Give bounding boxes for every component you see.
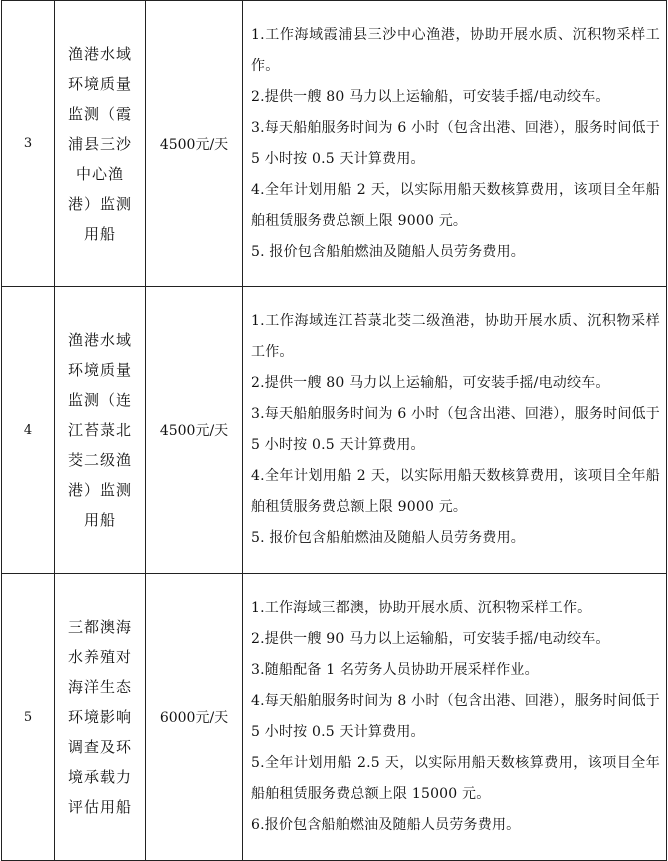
- requirement-line: 6.报价包含船舶燃油及随船人员劳务费用。: [251, 817, 521, 833]
- unit-price: 4500元/天: [146, 287, 243, 574]
- requirement-line: 2.提供一艘 80 马力以上运输船，可安装手摇/电动绞车。: [251, 375, 610, 391]
- requirements-cell: [243, 287, 667, 574]
- requirement-line: 3.每天船舶服务时间为 6 小时（包含出港、回港），服务时间低于 5 小时按 0.5 天计算费用。: [251, 119, 660, 167]
- requirement-line: 2.提供一艘 80 马力以上运输船，可安装手摇/电动绞车。: [251, 88, 610, 105]
- requirement-line: 5.全年计划用船 2.5 天，以实际用船天数核算费用，该项目全年船舶租赁服务费总额上限 15000 元。: [251, 755, 660, 802]
- requirement-line: 1.工作海域霞浦县三沙中心渔港，协助开展水质、沉积物采样工作。: [251, 26, 660, 74]
- requirement-line: 4.每天船舶服务时间为 8 小时（包含出港、回港），服务时间低于 5 小时按 0.5 天计算费用。: [251, 693, 660, 740]
- requirement-line: 1.工作海域连江苔菉北茭二级渔港，协助开展水质、沉积物采样工作。: [251, 313, 660, 360]
- requirement-line: 4.全年计划用船 2 天，以实际用船天数核算费用，该项目全年船舶租赁服务费总额上限 9000 元。: [251, 468, 660, 515]
- row-number: 5: [2, 574, 55, 861]
- table-row: [2, 574, 667, 861]
- requirement-line: 3.随船配备 1 名劳务人员协助开展采样作业。: [251, 662, 539, 678]
- requirement-line: 1.工作海域三都澳，协助开展水质、沉积物采样工作。: [251, 600, 592, 616]
- requirement-line: 2.提供一艘 90 马力以上运输船，可安装手摇/电动绞车。: [251, 631, 610, 647]
- unit-price: 6000元/天: [146, 574, 243, 861]
- requirement-line: 4.全年计划用船 2 天，以实际用船天数核算费用，该项目全年船舶租赁服务费总额上限 9000 元。: [251, 181, 660, 229]
- row-number: 4: [2, 287, 55, 574]
- item-name: 三都澳海水养殖对海洋生态环境影响调查及环境承载力评估用船: [68, 618, 133, 816]
- item-name-cell: [55, 574, 146, 861]
- table-row: [2, 287, 667, 574]
- boat-rental-table: [1, 0, 667, 861]
- requirements-cell: [243, 574, 667, 861]
- requirement-line: 5. 报价包含船舶燃油及随船人员劳务费用。: [251, 530, 526, 546]
- item-name-cell: [55, 287, 146, 574]
- item-name-cell: [55, 1, 146, 287]
- row-number: 3: [2, 1, 55, 287]
- requirement-line: 5. 报价包含船舶燃油及随船人员劳务费用。: [251, 243, 526, 260]
- requirement-line: 3.每天船舶服务时间为 6 小时（包含出港、回港），服务时间低于 5 小时按 0.5 天计算费用。: [251, 406, 660, 453]
- unit-price: 4500元/天: [146, 1, 243, 287]
- table-row: [2, 1, 667, 287]
- item-name: 渔港水域环境质量监测（连江苔菉北茭二级渔港）监测用船: [68, 331, 133, 529]
- requirements-cell: [243, 1, 667, 287]
- item-name: 渔港水域环境质量监测（霞浦县三沙中心渔港）监测用船: [68, 44, 133, 243]
